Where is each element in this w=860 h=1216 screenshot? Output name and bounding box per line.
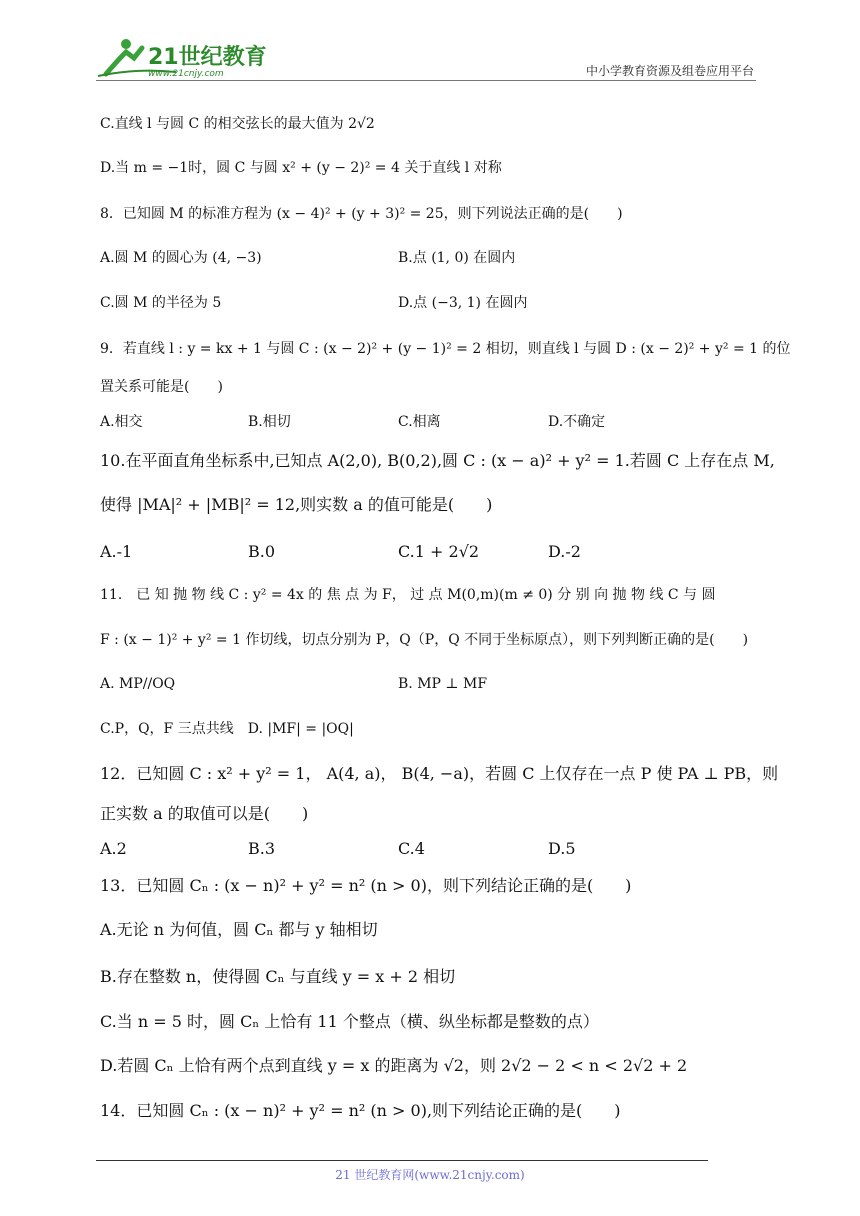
option-11cd: C.P，Q，F 三点共线 D. |MF| = |OQ| [100,721,354,737]
footer-divider [96,1160,708,1161]
question-11: 11． 已 知 抛 物 线 C : y² = 4x 的 焦 点 为 F， 过 点 M(0,m)(m ≠ 0) 分 别 向 抛 物 线 C 与 圆 [100,587,716,603]
question-9-cont: 置关系可能是( ) [100,379,223,395]
question-10-cont: 使得 |MA|² + |MB|² = 12,则实数 a 的值可能是( ) [100,495,493,514]
option-12a: A.2 [100,839,127,858]
svg-text:21世纪教育: 21世纪教育 [148,45,266,70]
option-13b: B.存在整数 n，使得圆 Cₙ 与直线 y = x + 2 相切 [100,967,456,986]
option-7c: C.直线 l 与圆 C 的相交弦长的最大值为 2√2 [100,116,375,132]
option-12d: D.5 [548,839,576,858]
option-9a: A.相交 [100,414,143,430]
option-8c: C.圆 M 的半径为 5 [100,295,222,311]
question-10: 10.在平面直角坐标系中,已知点 A(2,0), B(0,2),圆 C : (x − a)² + y² = 1.若圆 C 上存在点 M, [100,451,775,470]
question-12: 12．已知圆 C : x² + y² = 1， A(4, a)， B(4, −a)，若圆 C 上仅存在一点 P 使 PA ⊥ PB，则 [100,764,779,783]
footer-site: 21 世纪教育网(www.21cnjy.com) [335,1168,525,1182]
question-12-cont: 正实数 a 的取值可以是( ) [100,804,309,823]
option-11b: B. MP ⊥ MF [398,676,488,692]
platform-title: 中小学教育资源及组卷应用平台 [585,64,754,78]
option-9b: B.相切 [248,414,291,430]
option-10c: C.1 + 2√2 [398,542,480,561]
question-8: 8．已知圆 M 的标准方程为 (x − 4)² + (y + 3)² = 25，则下列说法正确的是( ) [100,206,623,222]
option-12b: B.3 [248,839,276,858]
site-logo [96,34,266,80]
option-11a: A. MP//OQ [100,676,176,692]
question-11-cont: F : (x − 1)² + y² = 1 作切线，切点分别为 P，Q（P，Q 不同于坐标原点），则下列判断正确的是( ) [100,632,749,648]
option-13d: D.若圆 Cₙ 上恰有两个点到直线 y = x 的距离为 √2，则 2√2 − 2 < n < 2√2 + 2 [100,1056,688,1075]
question-13: 13．已知圆 Cₙ : (x − n)² + y² = n² (n > 0)，则下列结论正确的是( ) [100,876,632,895]
option-12c: C.4 [398,839,425,858]
option-9d: D.不确定 [548,414,606,430]
svg-text:www.21cnjy.com: www.21cnjy.com [148,69,224,79]
option-10d: D.-2 [548,542,581,561]
option-13c: C.当 n = 5 时，圆 Cₙ 上恰有 11 个整点（横、纵坐标都是整数的点） [100,1012,599,1031]
option-10b: B.0 [248,542,276,561]
question-14: 14．已知圆 Cₙ : (x − n)² + y² = n² (n > 0),则下列结论正确的是( ) [100,1101,621,1120]
option-8a: A.圆 M 的圆心为 (4, −3) [100,250,262,266]
option-8b: B.点 (1, 0) 在圆内 [398,250,516,266]
option-7d: D.当 m = −1时，圆 C 与圆 x² + (y − 2)² = 4 关于直线 l 对称 [100,160,502,176]
question-9: 9．若直线 l : y = kx + 1 与圆 C : (x − 2)² + (y − 1)² = 2 相切，则直线 l 与圆 D : (x − 2)² + y² = 1 的位 [100,341,791,357]
option-8d: D.点 (−3, 1) 在圆内 [398,295,528,311]
option-9c: C.相离 [398,414,441,430]
header-divider [96,80,756,81]
option-13a: A.无论 n 为何值，圆 Cₙ 都与 y 轴相切 [100,920,378,939]
option-10a: A.-1 [100,542,133,561]
